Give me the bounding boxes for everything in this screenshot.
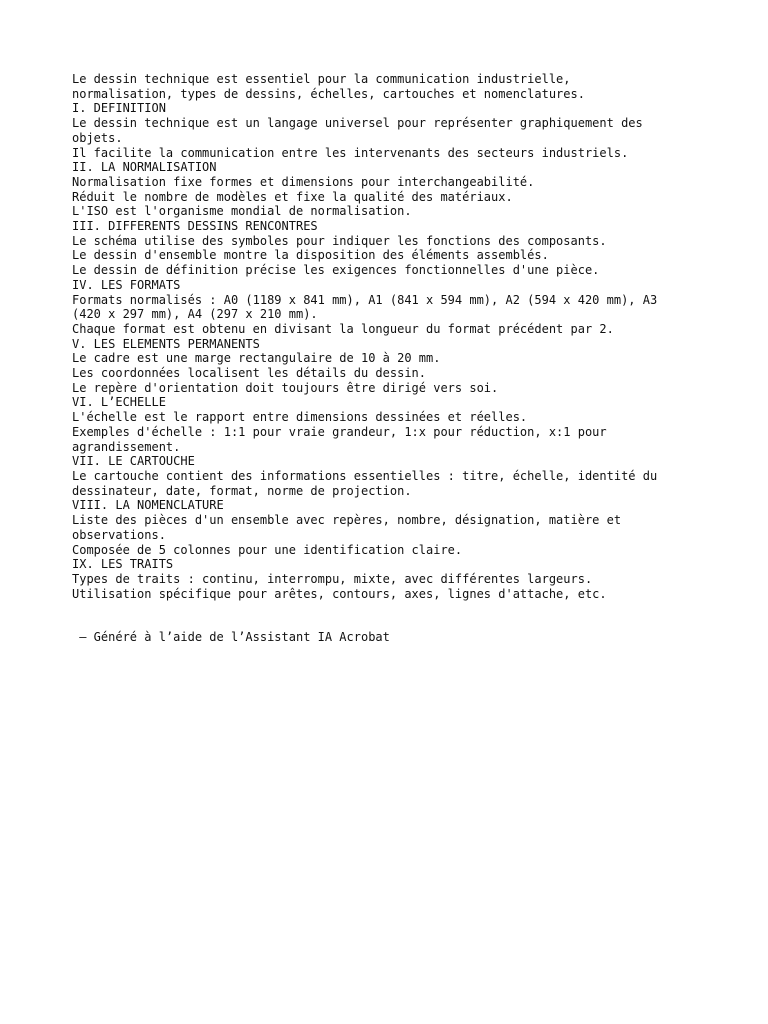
section-line: Réduit le nombre de modèles et fixe la qualité des matériaux. bbox=[72, 189, 513, 204]
section-line: Le repère d'orientation doit toujours être dirigé vers soi. bbox=[72, 380, 499, 395]
section-line: Les coordonnées localisent les détails du dessin. bbox=[72, 366, 427, 381]
generated-by-footer: – Généré à l’aide de l’Assistant IA Acrobat bbox=[72, 630, 390, 644]
section-line: Formats normalisés : A0 (1189 x 841 mm), A1 (841 x 594 mm), A2 (594 x 420 mm), A3 bbox=[72, 292, 658, 307]
section-line: Exemples d'échelle : 1:1 pour vraie grandeur, 1:x pour réduction, x:1 pour bbox=[72, 424, 607, 439]
section-heading-elements-permanents: V. LES ELEMENTS PERMANENTS bbox=[72, 336, 260, 351]
section-heading-normalisation: II. LA NORMALISATION bbox=[72, 160, 217, 175]
section-line: Normalisation fixe formes et dimensions pour interchangeabilité. bbox=[72, 174, 535, 189]
intro-line: Le dessin technique est essentiel pour la communication industrielle, bbox=[72, 72, 571, 86]
section-line: Le cartouche contient des informations essentielles : titre, échelle, identité du bbox=[72, 468, 658, 483]
section-heading-traits: IX. LES TRAITS bbox=[72, 557, 174, 572]
intro-line: normalisation, types de dessins, échelles, cartouches et nomenclatures. bbox=[72, 86, 585, 101]
section-heading-dessins: III. DIFFERENTS DESSINS RENCONTRES bbox=[72, 219, 318, 234]
section-heading-echelle: VI. L’ECHELLE bbox=[72, 395, 166, 410]
section-line: objets. bbox=[72, 130, 123, 145]
section-line: Composée de 5 colonnes pour une identification claire. bbox=[72, 542, 463, 557]
section-line: L'ISO est l'organisme mondial de normalisation. bbox=[72, 204, 412, 219]
section-line: Le schéma utilise des symboles pour indiquer les fonctions des composants. bbox=[72, 233, 607, 248]
section-heading-nomenclature: VIII. LA NOMENCLATURE bbox=[72, 498, 224, 513]
section-line: Le cadre est une marge rectangulaire de 10 à 20 mm. bbox=[72, 351, 441, 366]
section-line: Utilisation spécifique pour arêtes, contours, axes, lignes d'attache, etc. bbox=[72, 586, 607, 601]
section-line: Le dessin de définition précise les exigences fonctionnelles d'une pièce. bbox=[72, 263, 600, 278]
section-line: Le dessin d'ensemble montre la disposition des éléments assemblés. bbox=[72, 248, 549, 263]
section-line: Liste des pièces d'un ensemble avec repères, nombre, désignation, matière et bbox=[72, 513, 622, 528]
section-line: dessinateur, date, format, norme de projection. bbox=[72, 483, 412, 498]
section-heading-cartouche: VII. LE CARTOUCHE bbox=[72, 454, 195, 469]
section-line: Chaque format est obtenu en divisant la longueur du format précédent par 2. bbox=[72, 321, 614, 336]
section-line: Il facilite la communication entre les intervenants des secteurs industriels. bbox=[72, 145, 629, 160]
section-heading-definition: I. DEFINITION bbox=[72, 101, 166, 116]
document-body bbox=[72, 72, 696, 601]
section-line: observations. bbox=[72, 527, 166, 542]
section-line: (420 x 297 mm), A4 (297 x 210 mm). bbox=[72, 307, 318, 322]
section-line: Types de traits : continu, interrompu, mixte, avec différentes largeurs. bbox=[72, 571, 593, 586]
section-line: L'échelle est le rapport entre dimensions dessinées et réelles. bbox=[72, 410, 528, 425]
section-line: Le dessin technique est un langage universel pour représenter graphiquement des bbox=[72, 116, 643, 131]
section-heading-formats: IV. LES FORMATS bbox=[72, 277, 181, 292]
section-line: agrandissement. bbox=[72, 439, 181, 454]
